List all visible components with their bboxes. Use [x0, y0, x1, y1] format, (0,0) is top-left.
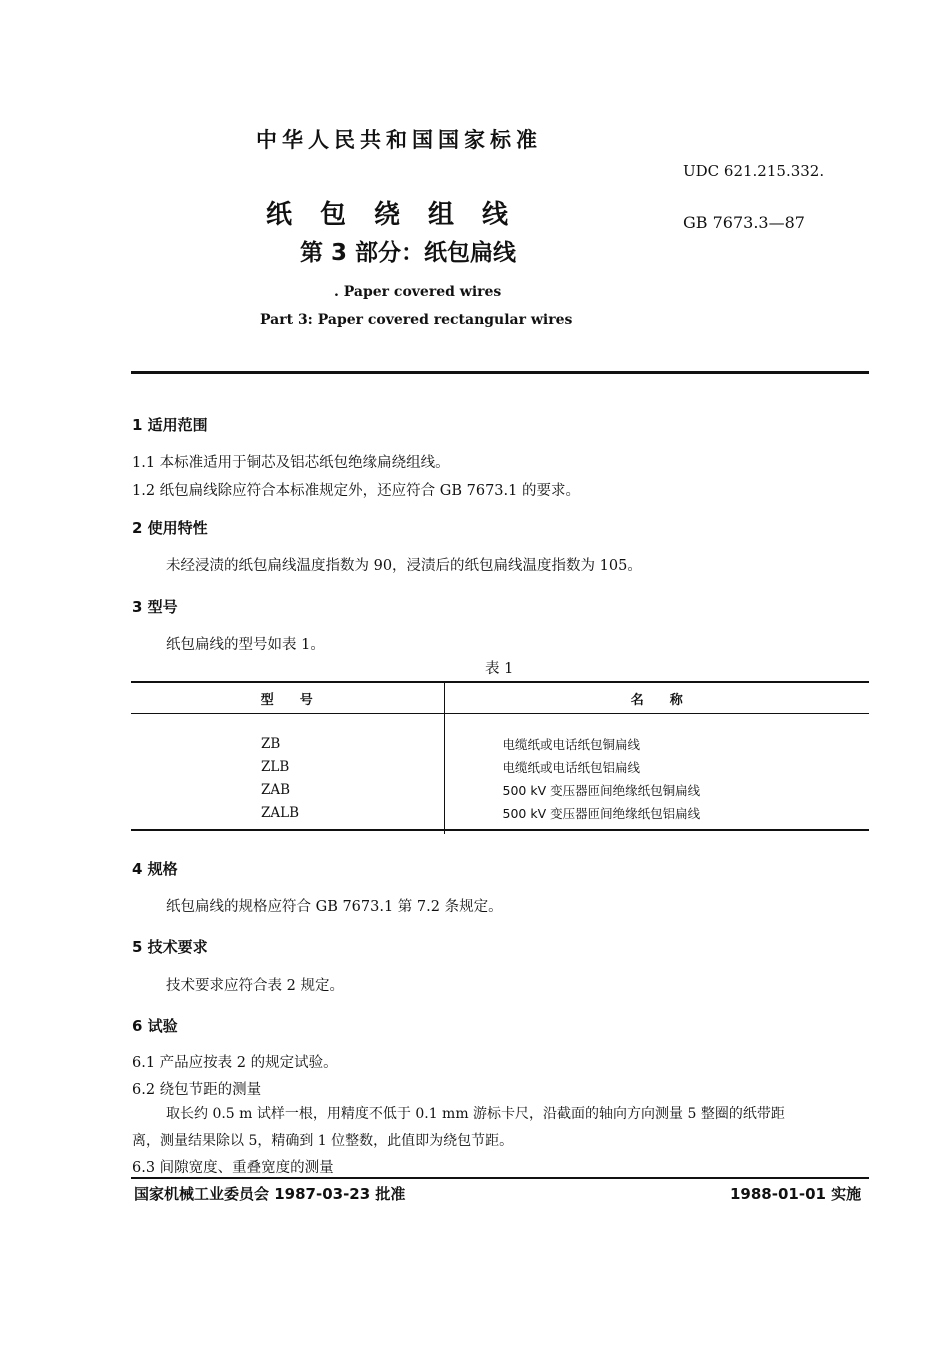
approval-note: 国家机械工业委员会 1987-03-23 批准 [134, 1185, 406, 1203]
document-title: 纸包绕组线 [266, 200, 537, 230]
section-4-heading: 4 规格 [132, 860, 178, 878]
column-header-name: 名 称 [444, 683, 869, 714]
section-3-heading: 3 型号 [132, 598, 178, 616]
table-row [131, 778, 869, 801]
type-cell: ZLB [131, 755, 444, 778]
name-cell: 电缆纸或电话纸包铝扁线 [502, 759, 641, 775]
gb-number: GB 7673.3—87 [683, 213, 805, 232]
footer-rule [131, 1177, 869, 1179]
clause-1-2: 1.2 纸包扁线除应符合本标准规定外，还应符合 GB 7673.1 的要求。 [132, 483, 580, 499]
section-5-paragraph: 技术要求应符合表 2 规定。 [166, 978, 344, 994]
clause-1-1: 1.1 本标准适用于铜芯及铝芯纸包绝缘扁绕组线。 [132, 455, 450, 471]
document-subtitle: 第 3 部分：纸包扁线 [300, 240, 517, 266]
type-cell: ZALB [131, 801, 444, 834]
table-bottom-rule [131, 829, 869, 831]
english-subtitle: Part 3: Paper covered rectangular wires [260, 312, 573, 328]
english-title: . Paper covered wires [334, 284, 502, 300]
section-1-heading: 1 适用范围 [132, 416, 208, 434]
type-cell: ZB [131, 714, 444, 756]
section-2-paragraph: 未经浸渍的纸包扁线温度指数为 90，浸渍后的纸包扁线温度指数为 105。 [166, 558, 642, 574]
udc-number: UDC 621.215.332. [683, 162, 825, 180]
name-cell: 500 kV 变压器匝间绝缘纸包铝扁线 [502, 805, 701, 821]
column-header-type: 型 号 [131, 683, 444, 714]
clause-6-2: 6.2 绕包节距的测量 [132, 1082, 262, 1098]
table-row [131, 755, 869, 778]
section-4-paragraph: 纸包扁线的规格应符合 GB 7673.1 第 7.2 条规定。 [166, 899, 503, 915]
table-header-row [131, 683, 869, 714]
table-1-caption: 表 1 [485, 661, 514, 677]
name-cell: 电缆纸或电话纸包铜扁线 [502, 736, 641, 752]
section-5-heading: 5 技术要求 [132, 938, 208, 956]
clause-6-2-paragraph-line1: 取长约 0.5 m 试样一根，用精度不低于 0.1 mm 游标卡尺，沿截面的轴向方向测量 5 整圈的纸带距 [166, 1106, 785, 1122]
standard-type: 中华人民共和国国家标准 [256, 128, 542, 152]
section-6-heading: 6 试验 [132, 1017, 178, 1035]
clause-6-2-paragraph-line2: 离，测量结果除以 5，精确到 1 位整数，此值即为绕包节距。 [132, 1133, 514, 1149]
name-cell: 500 kV 变压器匝间绝缘纸包铜扁线 [502, 782, 701, 798]
type-cell: ZAB [131, 778, 444, 801]
type-table [131, 683, 869, 834]
effective-date: 1988-01-01 实施 [730, 1185, 862, 1203]
header-rule [131, 371, 869, 374]
clause-6-3: 6.3 间隙宽度、重叠宽度的测量 [132, 1160, 334, 1176]
section-2-heading: 2 使用特性 [132, 519, 208, 537]
section-3-paragraph: 纸包扁线的型号如表 1。 [166, 637, 325, 653]
clause-6-1: 6.1 产品应按表 2 的规定试验。 [132, 1055, 338, 1071]
table-row [131, 714, 869, 756]
